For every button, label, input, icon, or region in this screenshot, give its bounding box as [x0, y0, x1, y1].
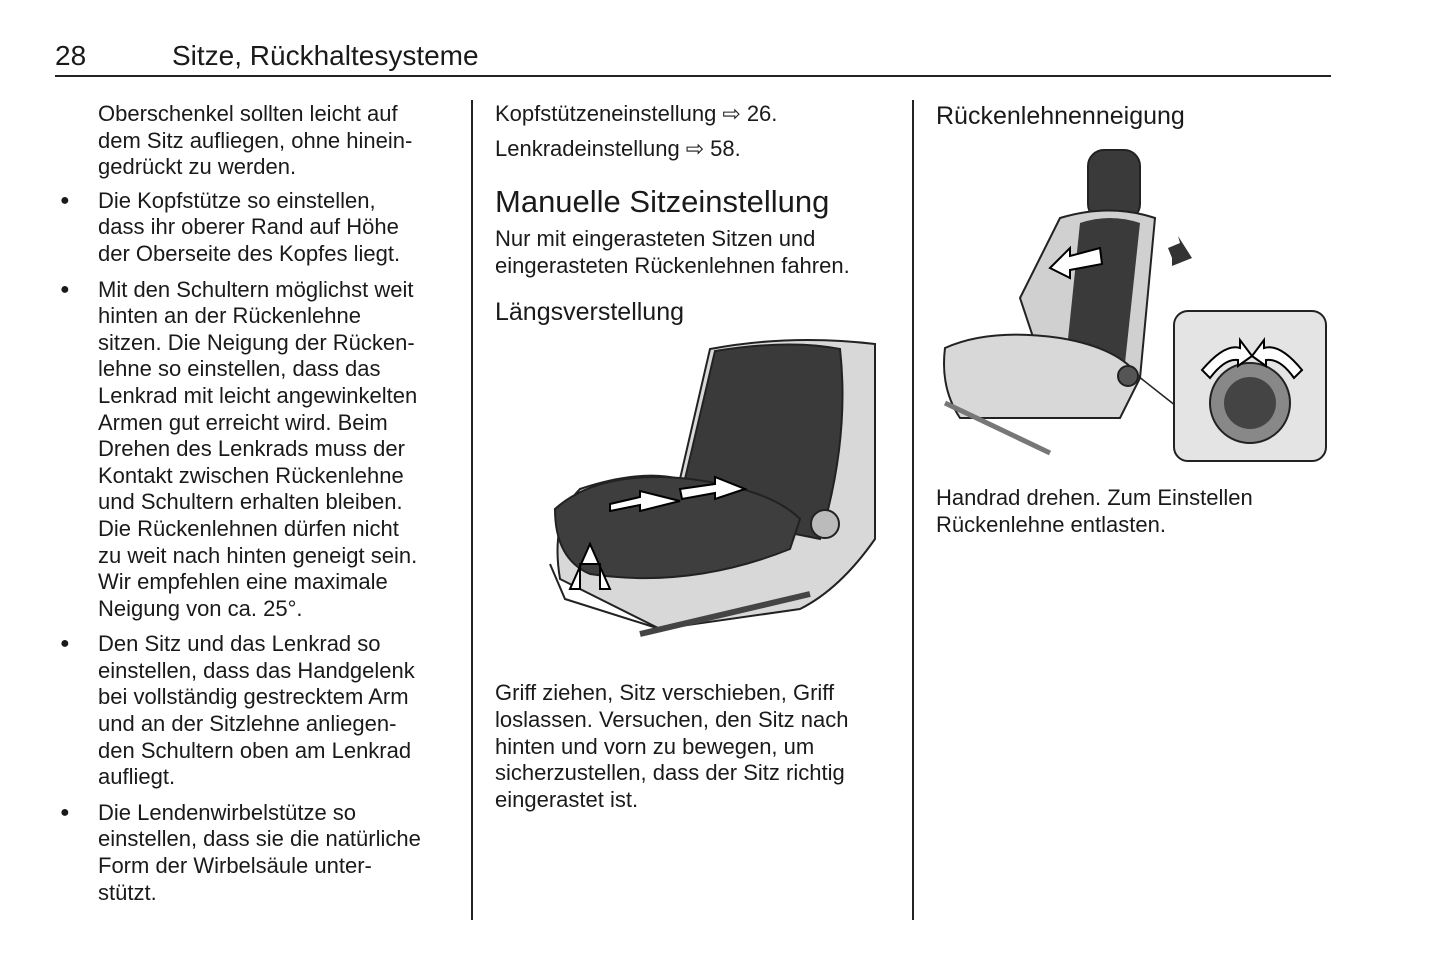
bullet-item — [55, 800, 460, 906]
subheading: Rückenlehnenneigung — [936, 102, 1185, 130]
bullet-icon: ● — [60, 635, 70, 653]
column-3 — [936, 101, 1336, 538]
reference-page: 26. — [746, 101, 778, 126]
reference-page: 58. — [710, 135, 741, 161]
reference-arrow-icon: ⇨ — [685, 135, 705, 161]
page-number: 28 — [55, 40, 87, 71]
column-2 — [495, 101, 900, 813]
bullet-item — [55, 631, 460, 791]
bullet-item — [55, 277, 460, 623]
reference-text: Kopfstützeneinstellung — [495, 101, 717, 126]
cross-reference — [495, 101, 900, 128]
reference-text: Lenkradeinstellung — [495, 135, 680, 161]
reference-arrow-icon: ⇨ — [722, 101, 741, 126]
section-heading: Manuelle Sitzeinstellung — [495, 184, 830, 220]
bullet-item — [55, 188, 460, 268]
column-1 — [55, 101, 460, 906]
intro-paragraph: Oberschenkel sollten leicht auf dem Sitz aufliegen, ohne hinein- gedrückt zu werden. — [98, 101, 413, 180]
bullet-text: Die Lendenwirbelstütze so einstellen, dass sie die natürliche Form der Wirbelsäule unter- stützt. — [98, 799, 421, 905]
bullet-text: Den Sitz und das Lenkrad so einstellen, dass das Handgelenk bei vollständig gestrecktem Arm und an der Sitzlehne anliegen- den Schultern oben am Lenkrad aufliegt. — [98, 631, 415, 790]
seat-recline-illustration — [940, 148, 1336, 466]
cross-reference — [495, 136, 900, 163]
seat-fore-aft-illustration — [540, 339, 900, 654]
bullet-text: Mit den Schultern möglichst weit hinten an der Rückenlehne sitzen. Die Neigung der Rücken- lehne so einstellen, dass das Lenkrad mit leicht angewinkelten Armen gut erreicht wird. Beim Drehen des Lenkrads muss der Kontakt zwischen Rückenlehne und Schultern erhalten bleiben. Die Rückenlehnen dürfen nicht zu weit nach hinten geneigt sein. Wir empfehlen eine maximale Neigung von ca. 25°. — [98, 276, 418, 621]
bullet-icon: ● — [60, 803, 70, 821]
bullet-text: Die Kopfstütze so einstellen, dass ihr oberer Rand auf Höhe der Oberseite des Kopfes liegt. — [98, 187, 401, 266]
running-title: Sitze, Rückhaltesysteme — [172, 40, 479, 71]
figure-caption: Griff ziehen, Sitz verschieben, Griff loslassen. Versuchen, den Sitz nach hinten und vorn zu bewegen, um sicherzustellen, dass der Sitz richtig eingerastet ist. — [495, 680, 849, 812]
section-intro: Nur mit eingerasteten Sitzen und eingerasteten Rückenlehnen fahren. — [495, 226, 850, 278]
bullet-icon: ● — [60, 191, 70, 209]
bullet-icon: ● — [60, 280, 70, 298]
figure-caption: Handrad drehen. Zum Einstellen Rückenlehne entlasten. — [936, 485, 1253, 537]
column-divider — [471, 100, 473, 920]
header-rule — [55, 75, 1331, 77]
subheading: Längsverstellung — [495, 298, 685, 327]
column-divider — [912, 100, 914, 920]
